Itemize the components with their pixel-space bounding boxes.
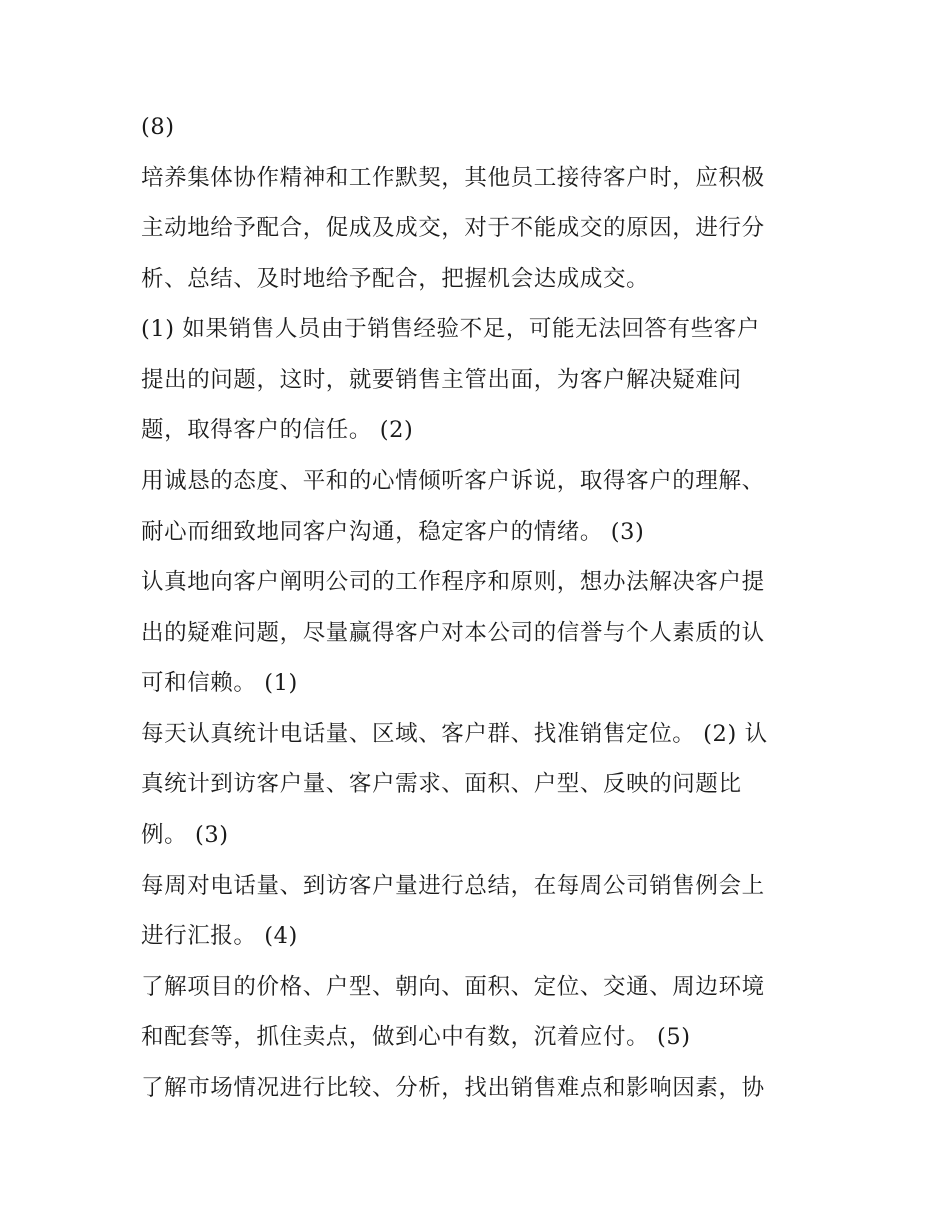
text-line: 进行汇报。 (4) [141,923,298,949]
text-line: 了解项目的价格、户型、朝向、面积、定位、交通、周边环境 [141,974,765,1000]
text-line: (8) [141,114,175,140]
text-line: 可和信赖。 (1) [141,670,298,696]
text-line: 耐心而细致地同客户沟通，稳定客户的情绪。 (3) [141,519,645,545]
text-line: 出的疑难问题，尽量赢得客户对本公司的信誉与个人素质的认 [141,620,765,646]
text-line: 真统计到访客户量、客户需求、面积、户型、反映的问题比 [141,771,742,797]
text-line: 主动地给予配合，促成及成交，对于不能成交的原因，进行分 [141,215,765,241]
text-line: 用诚恳的态度、平和的心情倾听客户诉说，取得客户的理解、 [141,468,765,494]
text-line: (1) 如果销售人员由于销售经验不足，可能无法回答有些客户 [141,316,760,342]
text-line: 提出的问题，这时，就要销售主管出面，为客户解决疑难问 [141,367,742,393]
text-line: 了解市场情况进行比较、分析，找出销售难点和影响因素，协 [141,1075,765,1101]
text-line: 例。 (3) [141,822,229,848]
text-line: 析、总结、及时地给予配合，把握机会达成成交。 [141,266,650,292]
text-line: 每天认真统计电话量、区域、客户群、找准销售定位。 (2) 认 [141,721,768,747]
text-line: 和配套等，抓住卖点，做到心中有数，沉着应付。 (5) [141,1024,691,1050]
text-line: 题，取得客户的信任。 (2) [141,417,414,443]
text-line: 培养集体协作精神和工作默契，其他员工接待客户时，应积极 [141,165,765,191]
text-line: 每周对电话量、到访客户量进行总结，在每周公司销售例会上 [141,873,765,899]
text-line: 认真地向客户阐明公司的工作程序和原则，想办法解决客户提 [141,569,765,595]
